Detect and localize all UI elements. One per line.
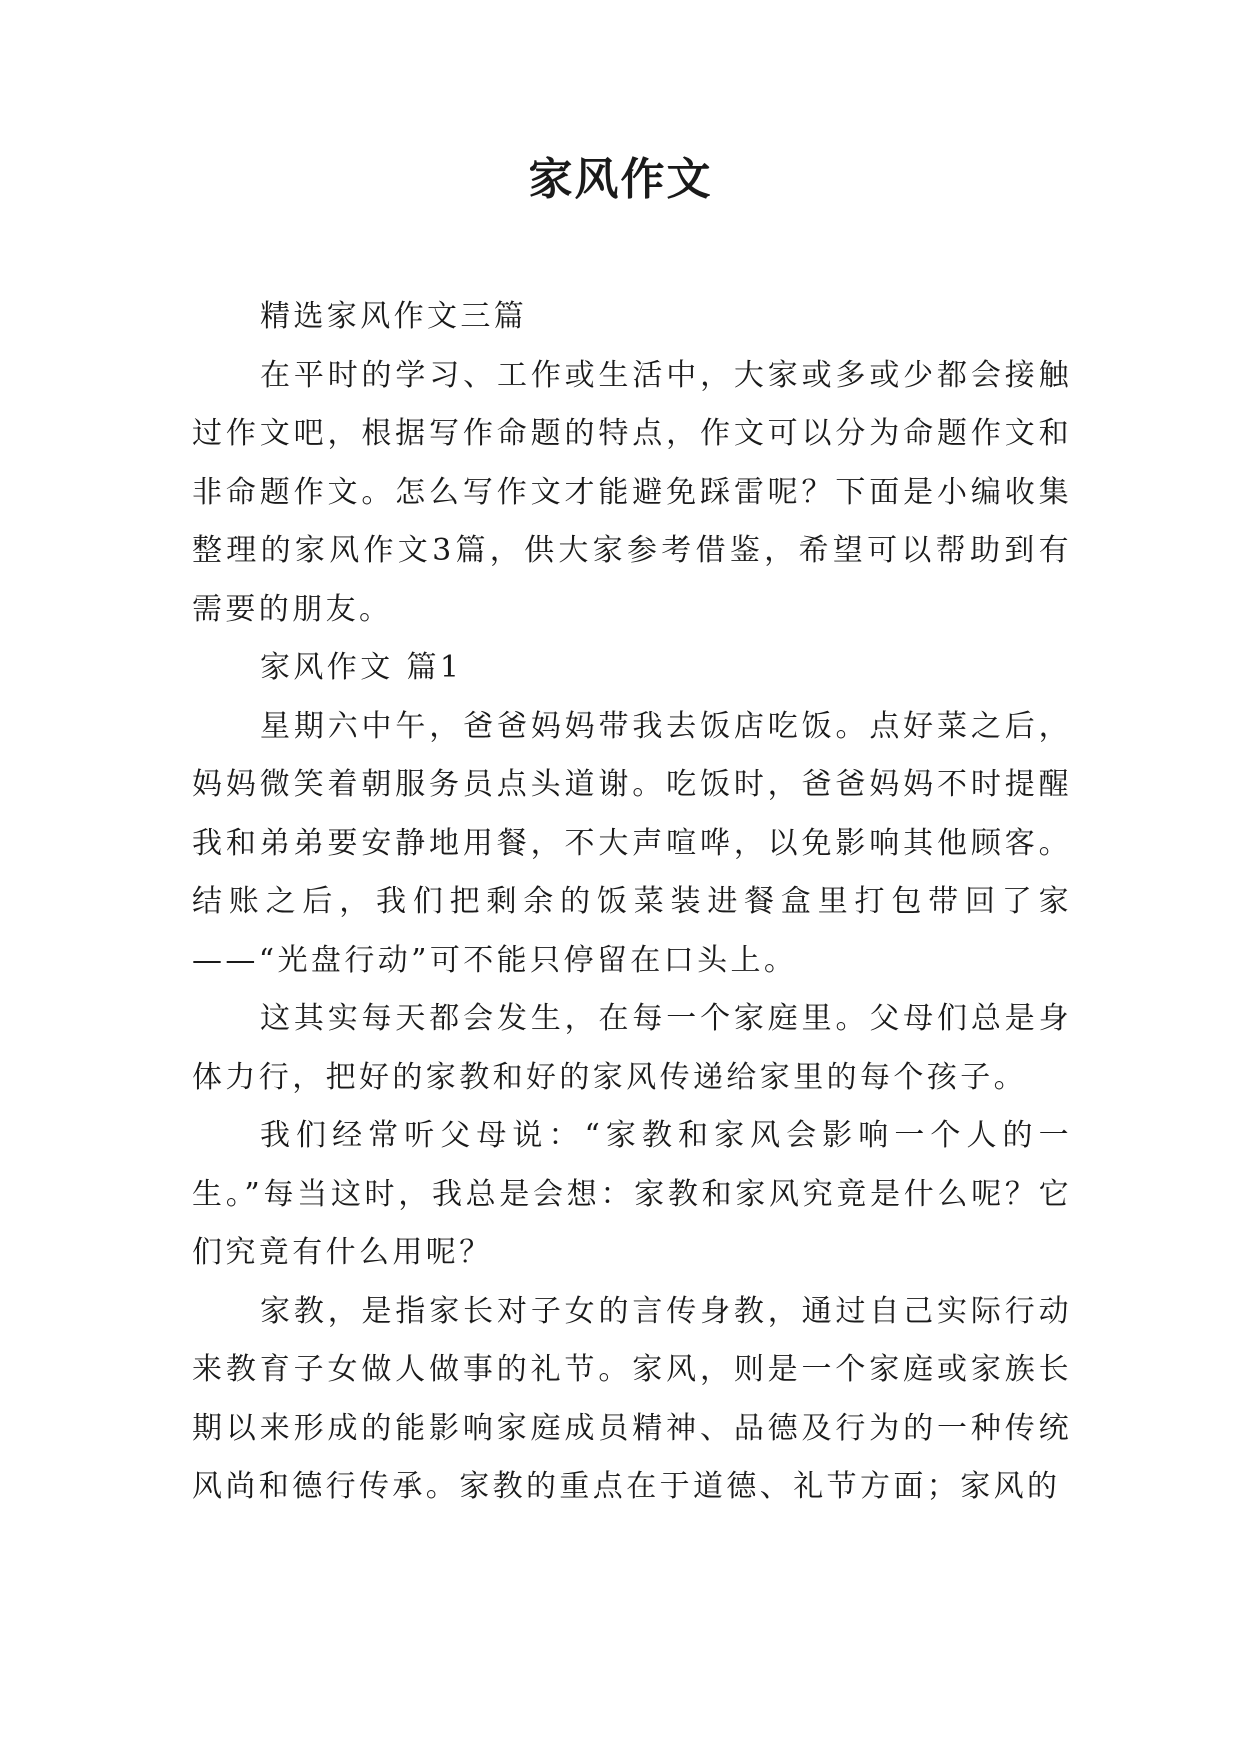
body-paragraph: 这其实每天都会发生，在每一个家庭里。父母们总是身体力行，把好的家教和好的家风传递给家里的每个孩子。: [192, 1001, 1072, 1095]
section-heading: 家风作文 篇1: [260, 650, 463, 685]
document-body: [192, 288, 1072, 1517]
intro-paragraph: 在平时的学习、工作或生活中，大家或多或少都会接触过作文吧，根据写作命题的特点，作文可以分为命题作文和非命题作文。怎么写作文才能避免踩雷呢？下面是小编收集整理的家风作文3篇，供大家参考借鉴，希望可以帮助到有需要的朋友。: [192, 357, 1072, 627]
body-paragraph: 我们经常听父母说：“家教和家风会影响一个人的一生。”每当这时，我总是会想：家教和家风究竟是什么呢？它们究竟有什么用呢？: [192, 1118, 1072, 1270]
document-subtitle: 精选家风作文三篇: [260, 299, 528, 334]
document-title: 家风作文: [528, 154, 713, 205]
body-paragraph: 家教，是指家长对子女的言传身教，通过自己实际行动来教育子女做人做事的礼节。家风，则是一个家庭或家族长期以来形成的能影响家庭成员精神、品德及行为的一种传统风尚和德行传承。家教的重点在于道德、礼节方面；家风的: [192, 1293, 1072, 1504]
body-paragraph: 星期六中午，爸爸妈妈带我去饭店吃饭。点好菜之后，妈妈微笑着朝服务员点头道谢。吃饭时，爸爸妈妈不时提醒我和弟弟要安静地用餐，不大声喧哗，以免影响其他顾客。结账之后，我们把剩余的饭菜装进餐盒里打包带回了家——“光盘行动”可不能只停留在口头上。: [192, 708, 1072, 978]
